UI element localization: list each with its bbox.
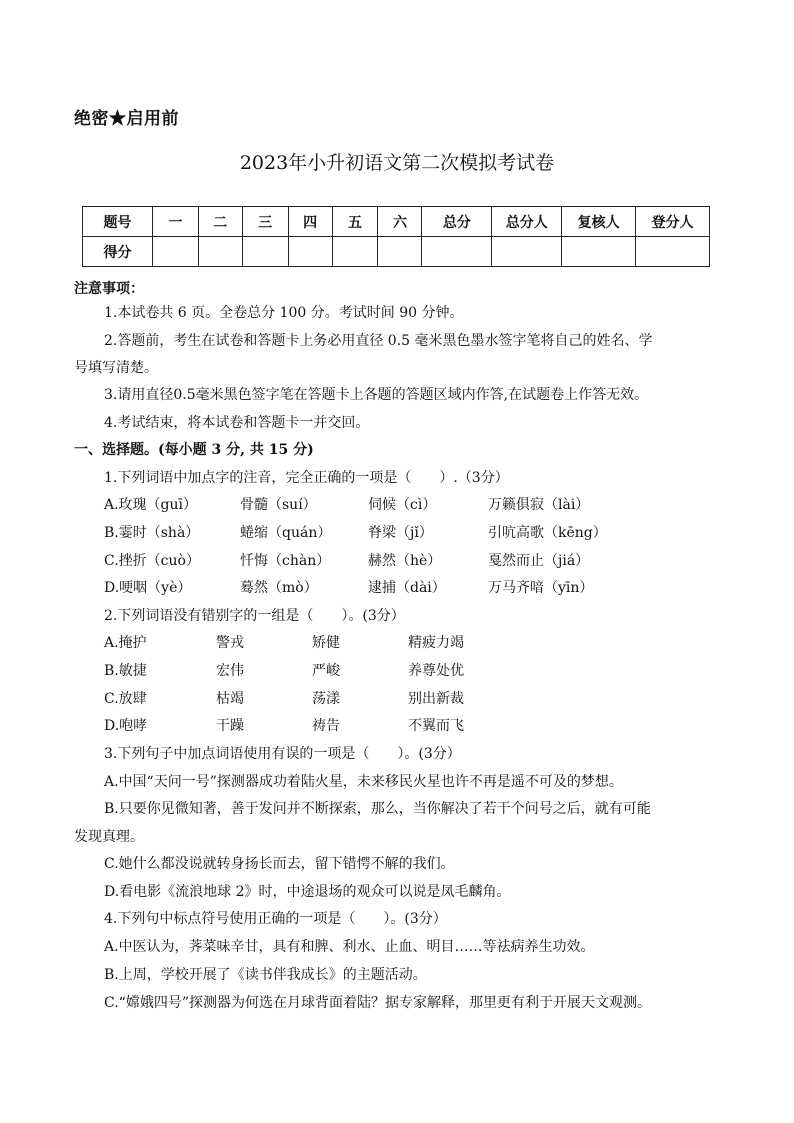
note-item-continued: 号填写清楚。 — [74, 360, 158, 376]
score-header-cell: 总分 — [422, 207, 492, 237]
option-cell: C.放肆 — [104, 691, 147, 707]
option-cell: 严峻 — [312, 663, 340, 679]
option-cell: 逮捕（dài） — [368, 580, 446, 596]
option-line: C.她什么都没说就转身扬长而去，留下错愕不解的我们。 — [104, 856, 455, 872]
score-header-cell: 总分人 — [492, 207, 562, 237]
option-cell: 精疲力竭 — [408, 635, 464, 651]
option-cell: 万籁俱寂（lài） — [488, 497, 590, 513]
confidential-label: 绝密★启用前 — [74, 109, 179, 129]
option-cell: A.玫瑰（guī） — [104, 497, 198, 513]
score-table-header-row — [83, 207, 710, 237]
option-cell: 脊梁（jǐ） — [368, 525, 433, 541]
option-cell: B.敏捷 — [104, 663, 147, 679]
score-table-score-row — [83, 237, 710, 267]
question-stem: 4.下列句中标点符号使用正确的一项是（ ）。(3分） — [104, 911, 447, 927]
option-cell: 蜷缩（quán） — [240, 525, 332, 541]
score-cell — [636, 237, 710, 267]
score-cell — [198, 237, 242, 267]
option-cell: 干躁 — [216, 718, 244, 734]
option-cell: 矫健 — [312, 635, 340, 651]
score-cell — [332, 237, 378, 267]
score-header-cell: 题号 — [83, 207, 153, 237]
option-cell: 警戎 — [216, 635, 244, 651]
note-item: 3.请用直径0.5毫米黑色签字笔在答题卡上各题的答题区域内作答,在试题卷上作答无效。 — [104, 387, 649, 403]
option-cell: 别出新裁 — [408, 691, 464, 707]
option-line: C.“嫦娥四号”探测器为何选在月球背面着陆？据专家解释，那里更有利于开展天文观测。 — [104, 995, 651, 1011]
option-cell: 赫然（hè） — [368, 553, 442, 569]
option-cell: C.挫折（cuò） — [104, 553, 200, 569]
score-cell — [288, 237, 332, 267]
score-header-cell: 六 — [378, 207, 422, 237]
note-item: 2.答题前，考生在试卷和答题卡上务必用直径 0.5 毫米黑色墨水签字笔将自己的姓名、学 — [104, 333, 653, 349]
notes-heading: 注意事项： — [74, 281, 144, 297]
option-cell: D.哽咽（yè） — [104, 580, 192, 596]
option-line: A.中医认为，荠菜味辛甘，具有和脾、利水、止血、明目……等祛病养生功效。 — [104, 939, 595, 955]
option-cell: 荡漾 — [312, 691, 340, 707]
note-item: 4.考试结束，将本试卷和答题卡一并交回。 — [104, 415, 370, 431]
score-header-cell: 一 — [152, 207, 198, 237]
note-item: 1.本试卷共 6 页。全卷总分 100 分。考试时间 90 分钟。 — [104, 305, 464, 321]
option-line: A.中国“天问一号”探测器成功着陆火星，未来移民火星也许不再是遥不可及的梦想。 — [104, 774, 623, 790]
option-cell: 引吭高歌（kēng） — [488, 525, 607, 541]
score-header-cell: 复核人 — [562, 207, 636, 237]
option-cell: 骨髓（suí） — [240, 497, 317, 513]
question-stem: 2.下列词语没有错别字的一组是（ ）。(3分） — [104, 608, 405, 624]
option-line: B.只要你见微知著，善于发问并不断探索，那么，当你解决了若干个问号之后，就有可能 — [104, 801, 651, 817]
score-cell — [242, 237, 288, 267]
score-header-cell: 登分人 — [636, 207, 710, 237]
question-stem: 1.下列词语中加点字的注音，完全正确的一项是（ ）.（3分） — [104, 470, 509, 486]
option-line-continued: 发现真理。 — [74, 829, 144, 845]
score-cell — [492, 237, 562, 267]
score-header-cell: 二 — [198, 207, 242, 237]
score-cell — [152, 237, 198, 267]
option-line: D.看电影《流浪地球 2》时，中途退场的观众可以说是凤毛麟角。 — [104, 884, 511, 900]
option-cell: 蓦然（mò） — [240, 580, 318, 596]
score-cell — [562, 237, 636, 267]
option-cell: 祷告 — [312, 718, 340, 734]
score-row-label: 得分 — [83, 237, 153, 267]
option-cell: 枯竭 — [216, 691, 244, 707]
score-header-cell: 三 — [242, 207, 288, 237]
score-table — [82, 206, 710, 267]
option-cell: 伺候（cì） — [368, 497, 437, 513]
option-cell: B.霎时（shà） — [104, 525, 200, 541]
option-cell: A.掩护 — [104, 635, 147, 651]
option-cell: D.咆哮 — [104, 718, 148, 734]
section-heading: 一、选择题。(每小题 3 分, 共 15 分) — [74, 442, 314, 458]
option-cell: 宏伟 — [216, 663, 244, 679]
exam-title: 2023年小升初语文第二次模拟考试卷 — [239, 152, 555, 174]
option-cell: 戛然而止（jiá） — [488, 553, 590, 569]
question-stem: 3.下列句子中加点词语使用有误的一项是（ ）。(3分） — [104, 746, 461, 762]
score-header-cell: 五 — [332, 207, 378, 237]
score-header-cell: 四 — [288, 207, 332, 237]
option-cell: 万马齐喑（yīn） — [488, 580, 594, 596]
score-cell — [422, 237, 492, 267]
option-cell: 忏悔（chàn） — [240, 553, 331, 569]
option-line: B.上周，学校开展了《读书伴我成长》的主题活动。 — [104, 967, 427, 983]
option-cell: 不翼而飞 — [408, 718, 464, 734]
score-cell — [378, 237, 422, 267]
option-cell: 养尊处优 — [408, 663, 464, 679]
